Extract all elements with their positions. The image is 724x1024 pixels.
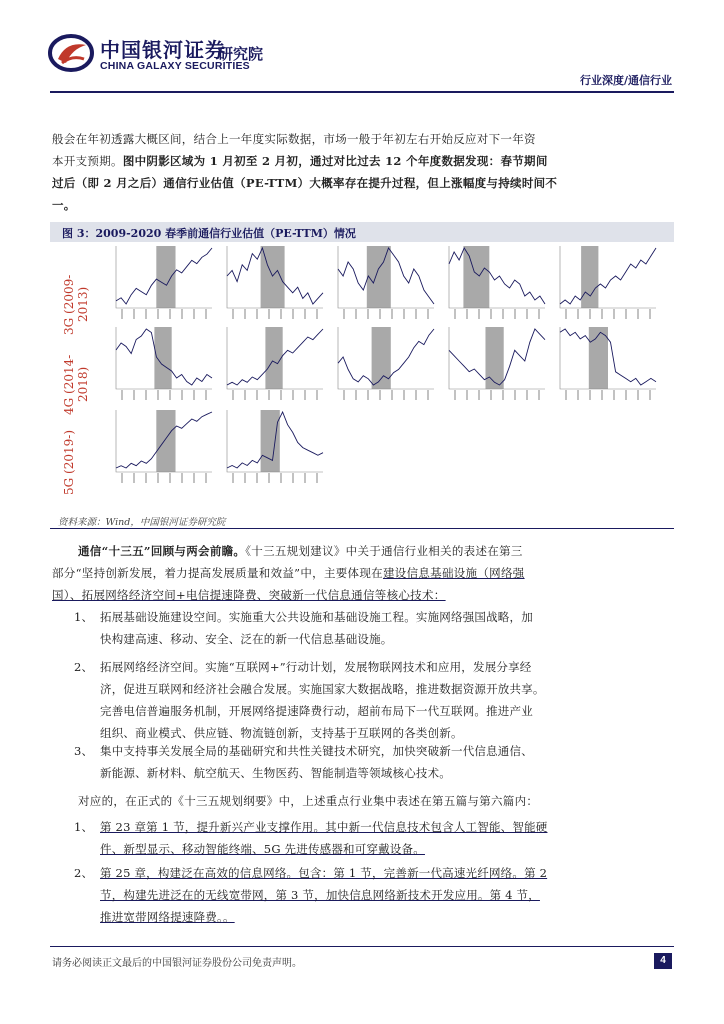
shaded-period — [367, 246, 391, 308]
axis — [449, 246, 545, 308]
section-lead-line-2-underline: 建设信息基础设施（网络强 — [382, 566, 525, 580]
intro-line-3-bold: 过后（即 2 月之后）通信行业估值（PE-TTM）大概率存在提升过程，但上涨幅度与持续时间不 — [52, 176, 558, 190]
section-lead-line-2-plain: 部分“坚持创新发展，着力提高发展质量和效益”中，主要体现在 — [52, 566, 383, 580]
brand-name-en: CHINA GALAXY SECURITIES — [100, 60, 250, 72]
row-label-4g: 4G (2014-2018) — [62, 354, 90, 415]
intro-line-2 — [52, 150, 672, 172]
row-label-5g: 5G (2019-) — [62, 429, 76, 495]
intro-line-2-plain: 本开支预期。 — [52, 154, 123, 168]
list-item: 1、 拓展基础设施建设空间。实施重大公共设施和基础设施工程。实施网络强国战略，加 快构建高速、移动、安全、泛在的新一代信息基础设施。 — [74, 610, 533, 646]
row-label-3g: 3G (2009-2013) — [62, 274, 90, 335]
figure-title: 图 3：2009-2020 春季前通信行业估值（PE-TTM）情况 — [62, 227, 356, 240]
mini-chart-2010 — [219, 244, 327, 330]
section-lead-plain: 《十三五规划建议》中关于通信行业相关的表述在第三 — [245, 544, 523, 558]
mini-chart-2009 — [108, 244, 216, 330]
shaded-period — [156, 246, 175, 308]
shaded-period — [463, 246, 489, 308]
list-item: 1、 第 23 章第 1 节，提升新兴产业支撑作用。其中新一代信息技术包含人工智能、智能硬 件、新型显示、移动智能终端、5G 先进传感器和可穿戴设备。 — [74, 820, 548, 856]
mini-chart-2014 — [108, 325, 216, 411]
shaded-period — [156, 410, 175, 472]
axis — [560, 246, 656, 308]
mini-chart-2020 — [219, 408, 327, 494]
intro-line-4 — [52, 194, 672, 216]
intro-line-2-bold: 图中阴影区域为 1 月初至 2 月初，通过对比过去 12 个年度数据发现：春节期间 — [122, 154, 548, 168]
figure-bottom-rule — [50, 528, 674, 529]
mini-chart-2013 — [552, 244, 660, 330]
section-lead-line-3 — [52, 584, 672, 606]
shaded-period — [581, 246, 598, 308]
section-lead — [52, 540, 672, 606]
figure-panel — [50, 242, 674, 510]
series-line-2012 — [449, 248, 545, 304]
brand-institute: 研究院 — [218, 45, 264, 63]
mini-chart-2016 — [330, 325, 438, 411]
transition-text: 对应的，在正式的《十三五规划纲要》中，上述重点行业集中表述在第五篇与第六篇内： — [78, 794, 539, 808]
intro-line-3 — [52, 172, 672, 194]
shaded-period — [261, 410, 280, 472]
section-lead-line-3-underline: 国）、拓展网络经济空间+电信提速降费、突破新一代信息通信等核心技术： — [52, 588, 446, 602]
shaded-period — [265, 327, 282, 389]
footer-disclaimer: 请务必阅读正文最后的中国银河证券股份公司免责声明。 — [52, 958, 302, 969]
list-item: 2、 拓展网络经济空间。实施“互联网+”行动计划，发展物联网技术和应用，发展分享经 济，促进互联网和经济社会融合发展。实施国家大数据战略，推进数据资源开放共享。 完善电信普遍服务机制，开展网络提速降费行动，超前布局下一代互联网。推进产业 组织、商业模式、供应链、物流链创新，支持基于互联网的各类创新。 — [74, 660, 545, 740]
galaxy-logo-icon — [48, 33, 94, 73]
mini-chart-2019 — [108, 408, 216, 494]
section-lead-line-1 — [52, 540, 672, 562]
mini-chart-2018 — [552, 325, 660, 411]
mini-chart-2012 — [441, 244, 549, 330]
intro-line-1: 般会在年初透露大概区间，结合上一年度实际数据，市场一般于年初左右开始反应对下一年资 — [52, 132, 536, 146]
series-line-2013 — [560, 248, 656, 304]
header-divider — [50, 91, 674, 93]
list-item: 3、 集中支持事关发展全局的基础研究和共性关键技术研究，加快突破新一代信息通信、 新能源、新材料、航空航天、生物医药、智能制造等领域核心技术。 — [74, 744, 533, 780]
section-lead-line-2 — [52, 562, 672, 584]
section-lead-bold: 通信“十三五”回顾与两会前瞻。 — [78, 544, 246, 558]
list-item: 2、 第 25 章，构建泛在高效的信息网络。包含：第 1 节，完善新一代高速光纤网络。第 2 节，构建先进泛在的无线宽带网，第 3 节，加快信息网络新技术开发应用。第 4 节， 推进宽带网络提速降费。。 — [74, 866, 548, 924]
footer-rule — [50, 946, 674, 947]
mini-chart-2011 — [330, 244, 438, 330]
figure-source: 资料来源：Wind，中国银河证券研究院 — [58, 517, 226, 528]
brand-name-cn: 中国银河证券 — [100, 38, 226, 62]
mini-chart-2015 — [219, 325, 327, 411]
shaded-period — [485, 327, 503, 389]
intro-paragraph — [52, 128, 672, 216]
shaded-period — [372, 327, 391, 389]
intro-line-4-bold: 一。 — [52, 198, 76, 212]
mini-chart-2017 — [441, 325, 549, 411]
shaded-period — [589, 327, 608, 389]
page-number: 4 — [654, 953, 672, 969]
report-type: 行业深度/通信行业 — [579, 74, 672, 87]
